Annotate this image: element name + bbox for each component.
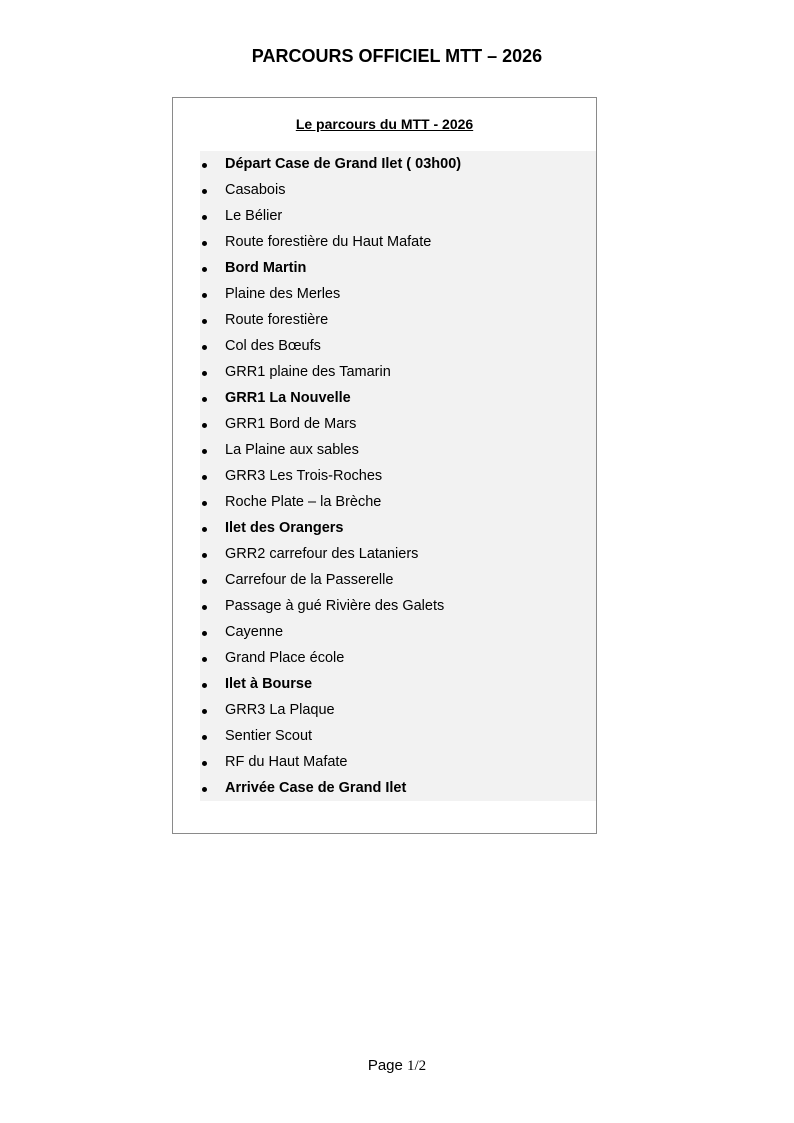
- route-stage-label: Route forestière du Haut Mafate: [225, 234, 432, 250]
- route-stage-label: Ilet des Orangers: [225, 520, 344, 536]
- bullet-icon: [202, 319, 207, 324]
- route-stage-item: [200, 333, 596, 359]
- route-stage-label: GRR3 Les Trois-Roches: [225, 468, 383, 484]
- bullet-icon: [202, 371, 207, 376]
- route-stage-item: [200, 489, 596, 515]
- route-stage-label: Bord Martin: [225, 260, 307, 276]
- page-number: 1/2: [407, 1058, 427, 1074]
- route-stage-item: [200, 619, 596, 645]
- route-stage-label: La Plaine aux sables: [225, 442, 359, 458]
- bullet-icon: [202, 631, 207, 636]
- route-stage-label: GRR3 La Plaque: [225, 702, 335, 718]
- bullet-icon: [202, 345, 207, 350]
- bullet-icon: [202, 709, 207, 714]
- route-stage-list: [200, 151, 596, 801]
- route-stage-label: Col des Bœufs: [225, 338, 321, 354]
- page-footer: [0, 1057, 794, 1075]
- route-stage-label: Arrivée Case de Grand Ilet: [225, 780, 407, 796]
- bullet-icon: [202, 683, 207, 688]
- bullet-icon: [202, 215, 207, 220]
- route-stage-item: [200, 515, 596, 541]
- route-box: [172, 97, 597, 834]
- route-stage-item: [200, 697, 596, 723]
- route-box-title: Le parcours du MTT - 2026: [295, 116, 474, 132]
- bullet-icon: [202, 189, 207, 194]
- route-stage-label: Cayenne: [225, 624, 284, 640]
- route-stage-label: Roche Plate – la Brèche: [225, 494, 382, 510]
- route-stage-item: [200, 645, 596, 671]
- route-stage-label: RF du Haut Mafate: [225, 754, 348, 770]
- page-label: Page: [367, 1057, 408, 1074]
- route-stage-item: [200, 775, 596, 801]
- bullet-icon: [202, 501, 207, 506]
- bullet-icon: [202, 423, 207, 428]
- route-stage-label: Sentier Scout: [225, 728, 313, 744]
- route-stage-item: [200, 671, 596, 697]
- route-stage-label: Route forestière: [225, 312, 329, 328]
- bullet-icon: [202, 293, 207, 298]
- bullet-icon: [202, 267, 207, 272]
- route-stage-item: [200, 281, 596, 307]
- route-stage-item: [200, 593, 596, 619]
- route-stage-item: [200, 723, 596, 749]
- route-stage-item: [200, 411, 596, 437]
- bullet-icon: [202, 527, 207, 532]
- bullet-icon: [202, 449, 207, 454]
- bullet-icon: [202, 605, 207, 610]
- route-stage-label: GRR2 carrefour des Lataniers: [225, 546, 419, 562]
- route-stage-label: Carrefour de la Passerelle: [225, 572, 394, 588]
- document-title: PARCOURS OFFICIEL MTT – 2026: [251, 46, 543, 66]
- bullet-icon: [202, 397, 207, 402]
- bullet-icon: [202, 163, 207, 168]
- bullet-icon: [202, 553, 207, 558]
- route-stage-label: Grand Place école: [225, 650, 345, 666]
- route-stage-item: [200, 203, 596, 229]
- route-stage-item: [200, 567, 596, 593]
- route-stage-label: Casabois: [225, 182, 286, 198]
- bullet-icon: [202, 241, 207, 246]
- route-stage-item: [200, 229, 596, 255]
- route-stage-label: Ilet à Bourse: [225, 676, 313, 692]
- route-stage-item: [200, 307, 596, 333]
- route-stage-label: GRR1 La Nouvelle: [225, 390, 351, 406]
- route-stage-item: [200, 385, 596, 411]
- route-stage-item: [200, 177, 596, 203]
- route-stage-item: [200, 437, 596, 463]
- bullet-icon: [202, 761, 207, 766]
- bullet-icon: [202, 657, 207, 662]
- route-stage-item: [200, 749, 596, 775]
- route-stage-label: Passage à gué Rivière des Galets: [225, 598, 445, 614]
- bullet-icon: [202, 787, 207, 792]
- bullet-icon: [202, 475, 207, 480]
- route-stage-item: [200, 541, 596, 567]
- route-stage-label: Le Bélier: [225, 208, 283, 224]
- bullet-icon: [202, 579, 207, 584]
- route-stage-item: [200, 151, 596, 177]
- route-stage-label: Plaine des Merles: [225, 286, 341, 302]
- route-stage-label: GRR1 plaine des Tamarin: [225, 364, 391, 380]
- route-stage-label: GRR1 Bord de Mars: [225, 416, 357, 432]
- route-stage-item: [200, 359, 596, 385]
- route-stage-item: [200, 463, 596, 489]
- route-stage-label: Départ Case de Grand Ilet ( 03h00): [225, 156, 462, 172]
- bullet-icon: [202, 735, 207, 740]
- route-stage-item: [200, 255, 596, 281]
